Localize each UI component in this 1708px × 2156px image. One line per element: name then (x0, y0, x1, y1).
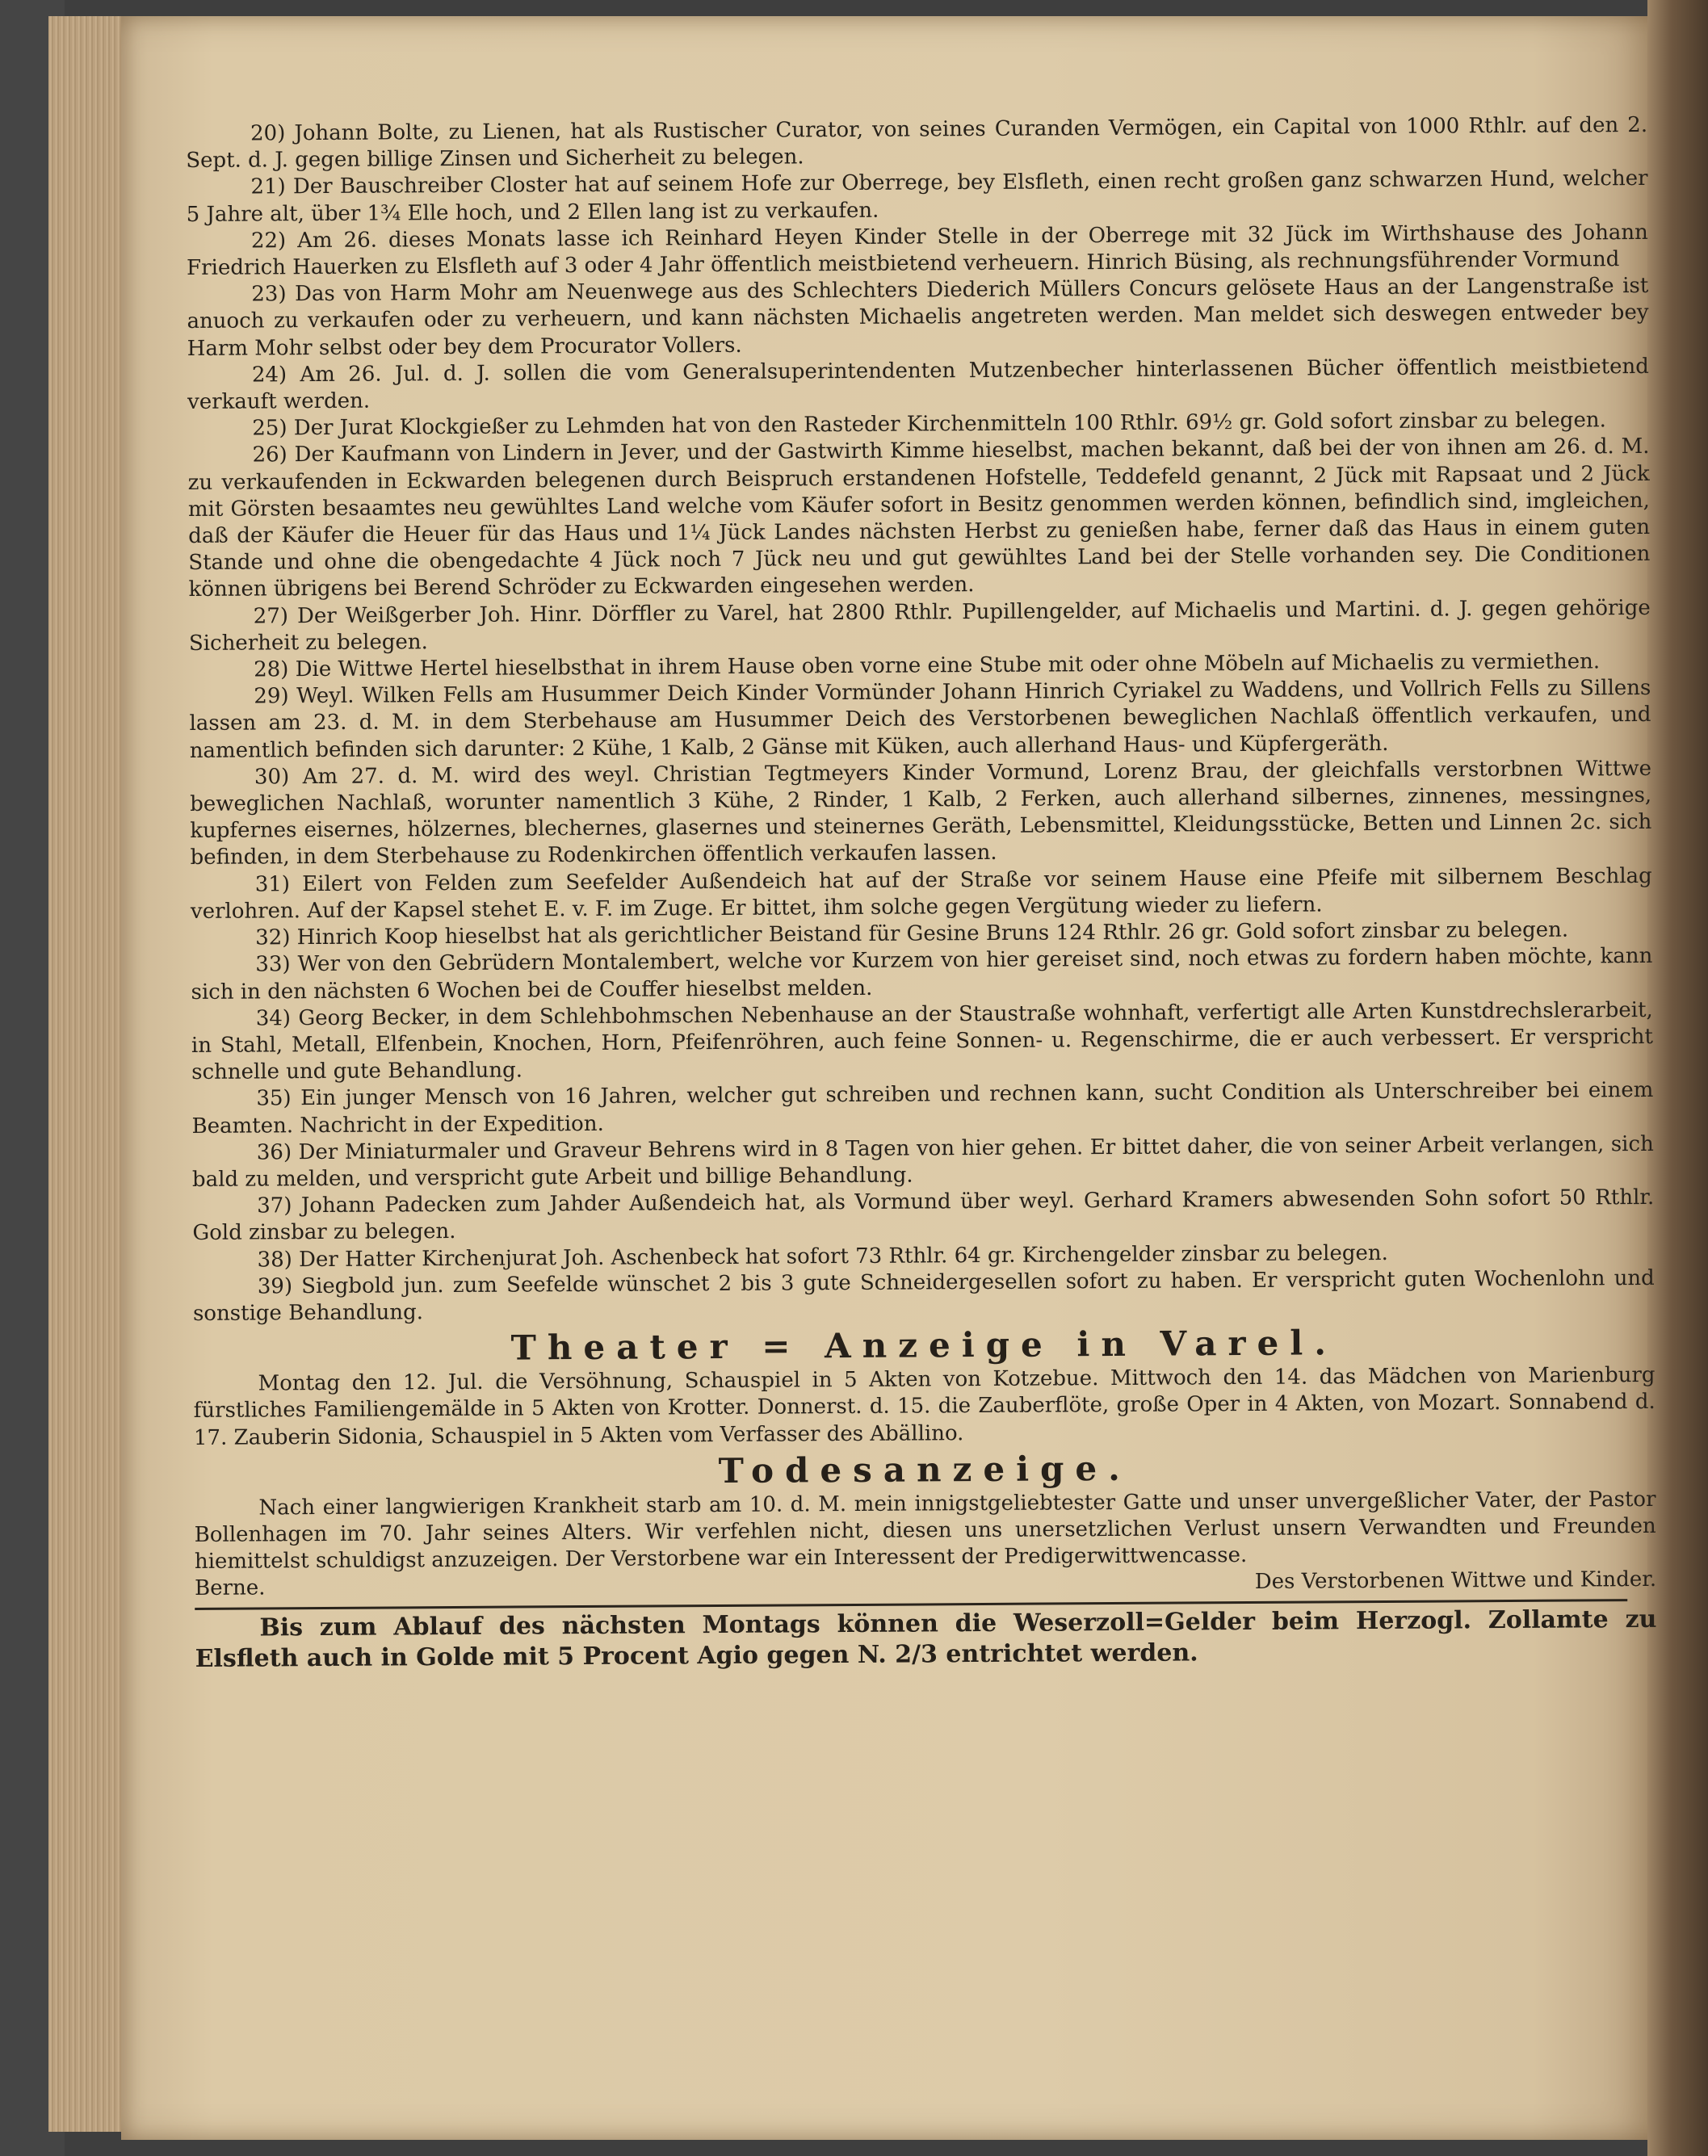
ad-32: 32) Hinrich Koop hieselbst hat als gerichtlicher Beistand für Gesine Bruns 124 Rthlr. 26 gr. Gold sofort zinsbar zu belegen. (255, 917, 1569, 950)
death-notice-place: Berne. (195, 1575, 266, 1601)
ad-38: 38) Der Hatter Kirchenjurat Joh. Aschenbeck hat sofort 73 Rthlr. 64 gr. Kirchengelder zinsbar zu belegen. (257, 1240, 1388, 1273)
book-spine (1647, 0, 1708, 2156)
ad-20: 20) Johann Bolte, zu Lienen, hat als Rustischer Curator, von seines Curanden Vermögen, ein Capital von 1000 Rthlr. auf den 2. Sept. d. J. gegen billige Zinsen und Sicherheit zu belegen. (186, 112, 1648, 174)
page-text (186, 112, 1657, 1675)
ad-27: 27) Der Weißgerber Joh. Hinr. Dörffler zu Varel, hat 2800 Rthlr. Pupillengelder, auf Michaelis und Martini. d. J. gegen gehörige Sicherheit zu belegen. (188, 595, 1651, 656)
ad-23: 23) Das von Harm Mohr am Neuenwege aus des Schlechters Diederich Müllers Concurs gelösete Haus an der Langenstraße ist anuoch zu verkaufen oder zu verheuern, und kann nächsten Michaelis angetreten werden. Man meldet sich deswegen entweder bey Harm Mohr selbst oder bey dem Procurator Vollers. (187, 274, 1649, 361)
ad-36: 36) Der Miniaturmaler und Graveur Behrens wird in 8 Tagen von hier gehen. Er bittet daher, die von seiner Arbeit verlangen, sich bald zu melden, und verspricht gute Arbeit und billige Behandlung. (191, 1131, 1654, 1192)
ad-31: 31) Eilert von Felden zum Seefelder Außendeich hat auf der Straße vor seinem Hause eine Pfeife mit silbernem Beschlag verlohren. Auf der Kapsel stehet E. v. F. im Zuge. Er bittet, ihm solche gegen Vergütung wieder zu liefern. (190, 863, 1652, 924)
final-notice: Bis zum Ablauf des nächsten Montags können die Weserzoll=Gelder beim Herzogl. Zollamte zu Elsfleth auch in Golde mit 5 Procent Agio gegen N. 2/3 entrichtet werden. (195, 1604, 1657, 1673)
ad-25: 25) Der Jurat Klockgießer zu Lehmden hat von den Rasteder Kirchenmitteln 100 Rthlr. 69½ gr. Gold sofort zinsbar zu belegen. (252, 408, 1606, 441)
death-notice-text: Nach einer langwierigen Krankheit starb am 10. d. M. mein innigstgeliebtester Gatte und unser unvergeßlicher Vater, der Pastor Bollenhagen im 70. Jahr seines Alters. Wir verfehlen nicht, diesen uns unersetzlichen Verlust unsern Verwandten und Freunden hiemittelst schuldigst anzuzeigen. Der Verstorbene war ein Interessent der Predigerwittwencasse. (194, 1487, 1656, 1575)
death-notice-heading: Todesanzeige. (718, 1448, 1131, 1491)
ad-21: 21) Der Bauschreiber Closter hat auf seinem Hofe zur Oberrege, bey Elsfleth, einen recht großen ganz schwarzen Hund, welcher 5 Jahre alt, über 1¾ Elle hoch, und 2 Ellen lang ist zu verkaufen. (186, 166, 1648, 227)
ad-34: 34) Georg Becker, in dem Schlehbohmschen Nebenhause an der Staustraße wohnhaft, verfertigt alle Arten Kunstdrechslerarbeit, in Stahl, Metall, Elfenbein, Knochen, Horn, Pfeifenröhren, auch feine Sonnen- u. Regenschirme, die er auch verbessert. Er verspricht schnelle und gute Behandlung. (191, 997, 1654, 1085)
ad-39: 39) Siegbold jun. zum Seefelde wünschet 2 bis 3 gute Schneidergesellen sofort zu haben. Er verspricht guten Wochenlohn und sonstige Behandlung. (192, 1265, 1655, 1326)
ad-28: 28) Die Wittwe Hertel hieselbsthat in ihrem Hause oben vorne eine Stube mit oder ohne Möbeln auf Michaelis zu vermiethen. (254, 649, 1601, 682)
ad-30: 30) Am 27. d. M. wird des weyl. Christian Tegtmeyers Kinder Vormund, Lorenz Brau, der gleichfalls verstorbnen Wittwe beweglichen Nachlaß, worunter namentlich 3 Kühe, 2 Rinder, 1 Kalb, 2 Ferken, auch allerhand silbernes, zinnenes, messingnes, kupfernes eisernes, hölzernes, blechernes, glasernes und steinernes Geräth, Lebensmittel, Kleidungsstücke, Betten und Linnen 2c. sich befinden, in dem Sterbehause zu Rodenkirchen öffentlich verkaufen lassen. (190, 756, 1652, 870)
ad-24: 24) Am 26. Jul. d. J. sollen die vom Generalsuperintendenten Mutzenbecher hinterlassenen Bücher öffentlich meistbietend verkauft werden. (187, 354, 1649, 415)
ad-37: 37) Johann Padecken zum Jahder Außendeich hat, als Vormund über weyl. Gerhard Kramers abwesenden Sohn sofort 50 Rthlr. Gold zinsbar zu belegen. (192, 1185, 1655, 1246)
ad-33: 33) Wer von den Gebrüdern Montalembert, welche vor Kurzem von hier gereiset sind, noch etwas zu fordern haben möchte, kann sich in den nächsten 6 Wochen bei de Couffer hieselbst melden. (191, 944, 1653, 1005)
ad-22: 22) Am 26. dieses Monats lasse ich Reinhard Heyen Kinder Stelle in der Oberrege mit 32 Jück im Wirthshause des Johann Friedrich Hauerken zu Elsfleth auf 3 oder 4 Jahr öffentlich meistbietend verheuern. Hinrich Büsing, als rechnungsführender Vormund (187, 220, 1648, 281)
ad-26: 26) Der Kaufmann von Lindern in Jever, und der Gastwirth Kimme hieselbst, machen bekannt, daß bei der von ihnen am 26. d. M. zu verkaufenden in Eckwarden belegenen durch Beispruch erstandenen Hofstelle, Teddefeld genannt, 2 Jück mit Rapsaat und 2 Jück mit Görsten besaamtes neu gewühltes Land welche vom Käufer sofort in Besitz genommen werden können, befindlich sind, imgleichen, daß der Käufer die Heuer für das Haus und 1¼ Jück Landes nächsten Herbst zu genießen habe, ferner daß das Haus in einem guten Stande und ohne die obengedachte 4 Jück noch 7 Jück neu und gut gewühltes Land bei der Stelle vorhanden sey. Die Conditionen können übrigens bei Berend Schröder zu Eckwarden eingesehen werden. (187, 434, 1651, 602)
theater-heading: Theater = Anzeige in Varel. (510, 1323, 1338, 1368)
ad-35: 35) Ein junger Mensch von 16 Jahren, welcher gut schreiben und rechnen kann, sucht Condition als Unterschreiber bei einem Beamten. Nachricht in der Expedition. (191, 1078, 1654, 1139)
death-notice-signature: Des Verstorbenen Wittwe und Kinder. (1254, 1567, 1657, 1595)
ad-29: 29) Weyl. Wilken Fells am Husummer Deich Kinder Vormünder Johann Hinrich Cyriakel zu Waddens, und Vollrich Fells zu Sillens lassen am 23. d. M. in dem Sterbehause am Husummer Deich des Verstorbenen beweglichen Nachlaß öffentlich verkaufen, und namentlich befinden sich darunter: 2 Kühe, 1 Kalb, 2 Gänse mit Küken, auch allerhand Haus- und Küpfergeräth. (189, 676, 1651, 763)
theater-text: Montag den 12. Jul. die Versöhnung, Schauspiel in 5 Akten von Kotzebue. Mittwoch den 14. das Mädchen von Marienburg fürstliches Familiengemälde in 5 Akten von Krotter. Donnerst. d. 15. die Zauberflöte, große Oper in 4 Akten, von Mozart. Sonnabend d. 17. Zauberin Sidonia, Schauspiel in 5 Akten vom Verfasser des Abällino. (193, 1363, 1656, 1450)
advertisements (186, 112, 1655, 1328)
